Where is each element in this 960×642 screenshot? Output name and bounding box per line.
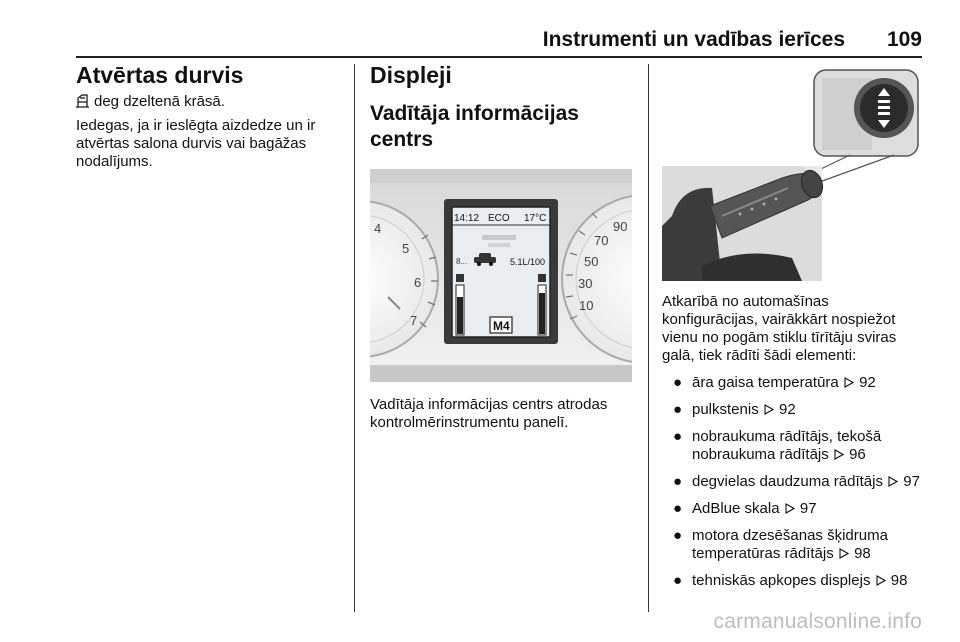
subheading-driver-information-centre: Vadītāja informācijas centrs: [370, 102, 579, 151]
page-reference-link[interactable]: 98: [890, 572, 908, 589]
list-item-text: AdBlue skala: [692, 500, 780, 517]
left-column: [76, 62, 346, 171]
page-reference-link[interactable]: 97: [903, 473, 920, 490]
cross-reference-arrow-icon: [888, 476, 898, 487]
page-reference-link[interactable]: 92: [779, 401, 796, 418]
cross-reference-arrow-icon: [844, 377, 854, 388]
list-item-text: degvielas daudzuma rādītājs: [692, 473, 883, 490]
page-reference-link[interactable]: 97: [799, 500, 817, 517]
tachometer-number-6: 6: [414, 275, 422, 290]
running-header-title: Instrumenti un vadības ierīces: [542, 28, 845, 51]
display-selection-intro: Atkarībā no automašīnas konfigurācijas, vairākkārt nospiežot vienu no pogām stiklu tīrītāju sviras galā, tiek rādīti šādi elementi:: [662, 293, 897, 364]
page-reference-link[interactable]: 96: [849, 446, 866, 463]
open-door-icon: [76, 94, 89, 108]
section-heading-displays: Displeji: [370, 62, 452, 88]
display-fuel-consumption: 5.1L/100: [510, 257, 546, 267]
column-divider-right: [648, 64, 649, 612]
list-item: ● āra gaisa temperatūra 92: [673, 374, 876, 391]
display-gear-indicator: M4: [493, 319, 510, 333]
list-item: ● tehniskās apkopes displejs 98: [673, 572, 908, 589]
middle-column: [370, 62, 634, 432]
cluster-caption: Vadītāja informācijas centrs atrodas kontrolmērinstrumentu panelī.: [370, 396, 608, 431]
door-warning-paragraph: Iedegas, ja ir ieslēgta aizdedze un ir atvērtas salona durvis vai bagāžas nodalījums.: [76, 117, 316, 170]
cross-reference-arrow-icon: [785, 503, 795, 514]
tachometer-number-4: 4: [374, 221, 382, 236]
speedometer-number-30: 30: [578, 276, 593, 291]
page-reference-link[interactable]: 98: [854, 545, 871, 562]
wiper-stalk-figure: [662, 66, 924, 281]
stalk-buttons-inset: [814, 70, 918, 156]
list-item-text: pulkstenis: [692, 401, 759, 418]
door-warning-text: deg dzeltenā krāsā.: [94, 93, 225, 110]
cross-reference-arrow-icon: [834, 449, 844, 460]
speedometer-number-70: 70: [594, 233, 609, 248]
svg-text:8...: 8...: [456, 257, 468, 266]
list-item-text: nobraukuma rādītājs, tekošā nobraukuma rādītājs: [692, 428, 882, 463]
door-warning-line: [76, 93, 346, 111]
page-number: 109: [886, 28, 922, 51]
speedometer-number-10: 10: [579, 298, 594, 313]
header-rule: [76, 56, 922, 58]
list-item: ● AdBlue skala 97: [673, 500, 817, 517]
section-heading-open-doors: Atvērtas durvis: [76, 62, 244, 88]
cross-reference-arrow-icon: [839, 548, 849, 559]
display-eco-mode: ECO: [488, 213, 510, 224]
list-item: ● motora dzesēšanas šķidruma temperatūras rādītājs 98: [673, 527, 888, 562]
speedometer-number-90: 90: [613, 219, 628, 234]
cross-reference-arrow-icon: [876, 575, 886, 586]
speedometer-number-50: 50: [584, 254, 599, 269]
list-item: ● pulkstenis 92: [673, 401, 796, 418]
instrument-cluster-figure: [370, 169, 632, 382]
list-item: ● degvielas daudzuma rādītājs 97: [673, 473, 920, 490]
list-item-text: motora dzesēšanas šķidruma temperatūras rādītājs: [692, 527, 888, 562]
page-reference-link[interactable]: 92: [859, 374, 876, 391]
display-time: 14:12: [454, 213, 480, 224]
right-column: [662, 62, 924, 590]
column-divider-left: [354, 64, 355, 612]
display-elements-list: [662, 374, 924, 590]
display-outside-temperature: 17°C: [524, 213, 547, 224]
tachometer-number-5: 5: [402, 241, 410, 256]
list-item-text: āra gaisa temperatūra: [692, 374, 839, 391]
watermark: carmanualsonline.info: [713, 610, 922, 633]
tachometer-number-7: 7: [410, 313, 418, 328]
list-item-text: tehniskās apkopes displejs: [692, 572, 871, 589]
cross-reference-arrow-icon: [764, 404, 774, 415]
list-item: ● nobraukuma rādītājs, tekošā nobraukuma rādītājs 96: [673, 428, 882, 463]
